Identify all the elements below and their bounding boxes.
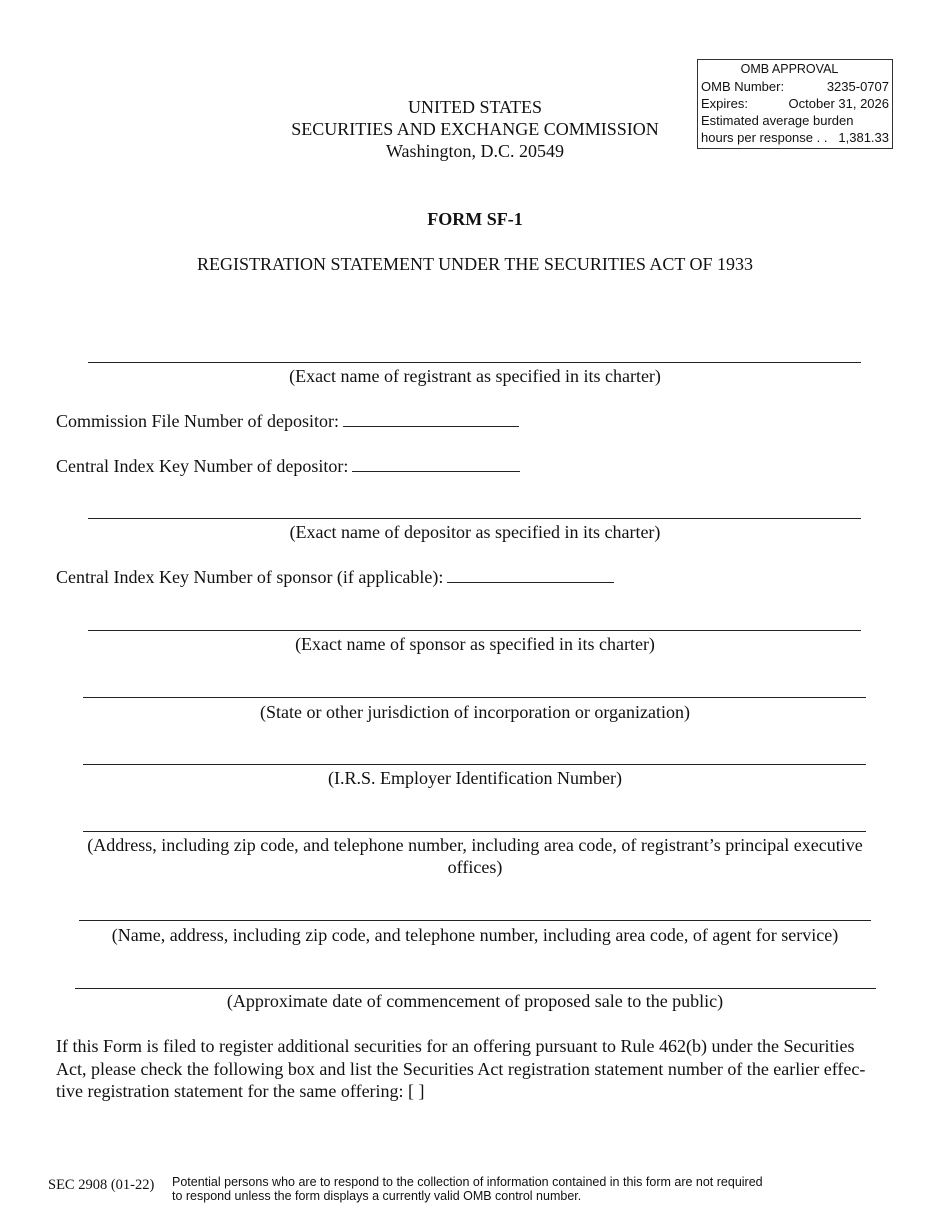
depositor-name-caption: (Exact name of depositor as specified in its charter) [289, 522, 661, 542]
omb-number-value: 3235-0707 [826, 79, 889, 94]
commission-file-field [56, 410, 519, 432]
omb-expires-value: October 31, 2026 [788, 96, 889, 111]
omb-expires-row [701, 95, 892, 112]
address-caption-line-2: offices) [447, 857, 503, 877]
omb-burden-line1: Estimated average burden [701, 113, 854, 128]
jurisdiction-caption: (State or other jurisdiction of incorporation or organization) [259, 702, 691, 722]
address-caption-line-1: (Address, including zip code, and telephone number, including area code, of registrant’s principal executive [87, 835, 863, 855]
address-caption [0, 834, 950, 878]
omb-burden-row1 [701, 112, 892, 129]
omb-number-row [701, 78, 892, 95]
rule-462-line-2: Act, please check the following box and list the Securities Act registration statement number of the earlier effec- [56, 1058, 866, 1079]
omb-burden-row2 [701, 129, 892, 146]
cik-sponsor-field [56, 566, 614, 588]
omb-approval-box [697, 59, 893, 149]
header-line-2: SECURITIES AND EXCHANGE COMMISSION [291, 119, 659, 139]
form-code: SEC 2908 (01-22) [48, 1177, 155, 1193]
agent-caption: (Name, address, including zip code, and telephone number, including area code, of agent for service) [111, 925, 839, 945]
footer-notice [172, 1175, 763, 1203]
rule-462-line-3[interactable]: tive registration statement for the same offering: [ ] [56, 1081, 425, 1101]
commencement-caption: (Approximate date of commencement of proposed sale to the public) [226, 991, 724, 1011]
commencement-line[interactable] [75, 988, 876, 989]
footer-notice-line-1: Potential persons who are to respond to the collection of information contained in this form are not required [172, 1175, 763, 1189]
header-line-1: UNITED STATES [407, 97, 543, 117]
form-title: FORM SF-1 [427, 209, 523, 229]
address-line[interactable] [83, 831, 866, 832]
rule-462-paragraph [56, 1035, 896, 1103]
form-subtitle: REGISTRATION STATEMENT UNDER THE SECURITIES ACT OF 1933 [196, 254, 754, 274]
sponsor-name-line[interactable] [88, 630, 861, 631]
omb-burden-label: hours per response . . [701, 130, 828, 145]
depositor-name-line[interactable] [88, 518, 861, 519]
commission-file-input[interactable] [343, 410, 519, 427]
footer-notice-line-2: to respond unless the form displays a currently valid OMB control number. [172, 1189, 582, 1203]
agency-header [225, 96, 725, 162]
header-line-3: Washington, D.C. 20549 [385, 141, 565, 161]
omb-number-label: OMB Number: [701, 79, 785, 94]
commission-file-label: Commission File Number of depositor: [56, 411, 339, 431]
sponsor-name-caption: (Exact name of sponsor as specified in its charter) [295, 634, 655, 654]
irs-ein-caption: (I.R.S. Employer Identification Number) [328, 768, 622, 788]
cik-depositor-label: Central Index Key Number of depositor: [56, 456, 349, 476]
cik-depositor-field [56, 455, 520, 477]
omb-approval-title: OMB APPROVAL [740, 62, 839, 76]
cik-depositor-input[interactable] [352, 455, 520, 472]
registrant-name-line[interactable] [88, 362, 861, 363]
omb-burden-value: 1,381.33 [838, 130, 889, 145]
omb-expires-label: Expires: [701, 96, 748, 111]
cik-sponsor-label: Central Index Key Number of sponsor (if applicable): [56, 567, 444, 587]
registrant-name-caption: (Exact name of registrant as specified in its charter) [289, 366, 661, 386]
irs-ein-line[interactable] [83, 764, 866, 765]
cik-sponsor-input[interactable] [447, 566, 614, 583]
jurisdiction-line[interactable] [83, 697, 866, 698]
agent-line[interactable] [79, 920, 871, 921]
rule-462-line-1: If this Form is filed to register additional securities for an offering pursuant to Rule 462(b) under the Securities [56, 1036, 855, 1056]
